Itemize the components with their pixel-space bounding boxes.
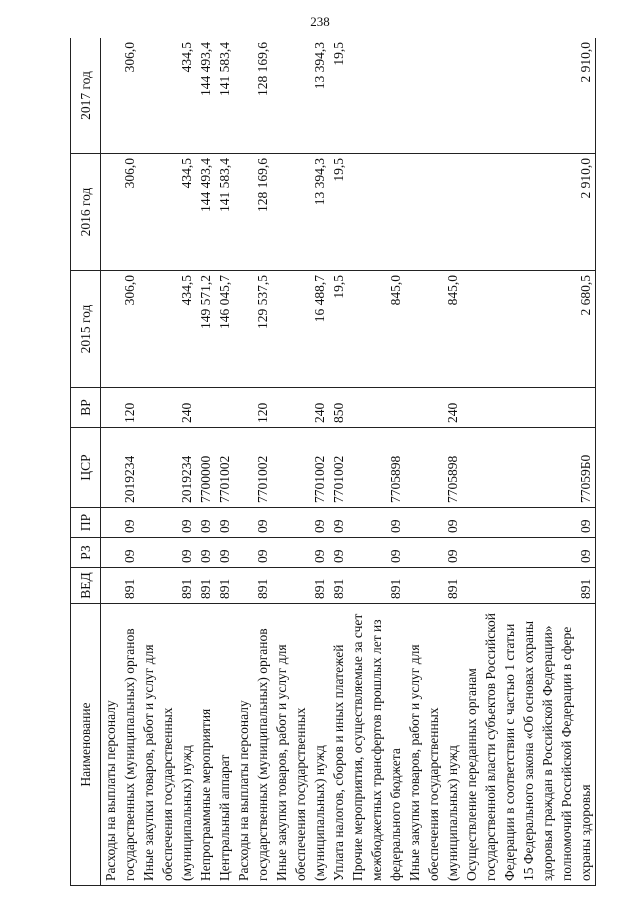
cell-rz: 09: [405, 538, 462, 568]
cell-2017: [405, 38, 462, 154]
table-row: [405, 38, 462, 886]
cell-pr: 09: [215, 508, 234, 538]
cell-ved: 891: [139, 568, 196, 604]
cell-ved: 891: [196, 568, 215, 604]
cell-2016: 128 169,6: [234, 154, 272, 271]
table-row: [215, 38, 234, 886]
rotated-content: [70, 38, 600, 886]
cell-2016: 144 493,4: [196, 154, 215, 271]
cell-2016: [348, 154, 405, 271]
cell-vr: [196, 388, 215, 428]
cell-rz: 09: [462, 538, 596, 568]
cell-vr: 240: [272, 388, 329, 428]
cell-csr: 7701002: [215, 428, 234, 508]
cell-vr: [215, 388, 234, 428]
table-row: [329, 38, 348, 886]
table-row: [139, 38, 196, 886]
cell-vr: 850: [329, 388, 348, 428]
cell-pr: 09: [462, 508, 596, 538]
cell-2017: 13 394,3: [272, 38, 329, 154]
cell-pr: 09: [139, 508, 196, 538]
cell-name: Расходы на выплаты персоналу государственных (муниципальных) органов: [101, 604, 140, 886]
cell-2017: [348, 38, 405, 154]
cell-name: Иные закупки товаров, работ и услуг для обеспечения государственных (муниципальных) нужд: [405, 604, 462, 886]
cell-pr: 09: [348, 508, 405, 538]
cell-pr: 09: [196, 508, 215, 538]
cell-ved: 891: [234, 568, 272, 604]
table-row: [348, 38, 405, 886]
rotated-page-area: [70, 38, 600, 886]
cell-2015: 146 045,7: [215, 271, 234, 388]
header-2015: 2015 год: [71, 271, 101, 388]
cell-2017: 141 583,4: [215, 38, 234, 154]
cell-2016: 13 394,3: [272, 154, 329, 271]
page-number: 238: [310, 14, 330, 29]
cell-vr: 120: [234, 388, 272, 428]
cell-ved: 891: [272, 568, 329, 604]
cell-ved: 891: [329, 568, 348, 604]
cell-2017: 144 493,4: [196, 38, 215, 154]
header-rz: РЗ: [71, 538, 101, 568]
cell-rz: 09: [215, 538, 234, 568]
table-header-row: [71, 38, 101, 886]
cell-ved: 891: [348, 568, 405, 604]
cell-ved: 891: [462, 568, 596, 604]
cell-2017: 2 910,0: [462, 38, 596, 154]
cell-rz: 09: [329, 538, 348, 568]
table-row: [234, 38, 272, 886]
cell-rz: 09: [101, 538, 140, 568]
cell-csr: 2019234: [101, 428, 140, 508]
cell-name: Осуществление переданных органам государственной власти субъектов Российской Федерации в соответствии с частью 1 статьи 15 Федерального закона «Об основах охраны здоровья граждан в Российской Федерации» полномочий Российской Федерации в сфере охраны здоровья: [462, 604, 596, 886]
cell-pr: 09: [234, 508, 272, 538]
cell-name: Уплата налогов, сборов и иных платежей: [329, 604, 348, 886]
cell-csr: 7701002: [329, 428, 348, 508]
header-2016: 2016 год: [71, 154, 101, 271]
cell-2015: 845,0: [348, 271, 405, 388]
table-row: [196, 38, 215, 886]
cell-2017: 19,5: [329, 38, 348, 154]
cell-2015: 16 488,7: [272, 271, 329, 388]
cell-2015: 129 537,5: [234, 271, 272, 388]
cell-name: Иные закупки товаров, работ и услуг для обеспечения государственных (муниципальных) нужд: [272, 604, 329, 886]
cell-2015: 434,5: [139, 271, 196, 388]
table-row: [462, 38, 596, 886]
cell-2015: 845,0: [405, 271, 462, 388]
cell-vr: 120: [101, 388, 140, 428]
table-row: [101, 38, 140, 886]
cell-name: Прочие мероприятия, осуществляемые за счет межбюджетных трансфертов прошлых лет из федерального бюджета: [348, 604, 405, 886]
cell-csr: 7705898: [348, 428, 405, 508]
cell-csr: 7701002: [234, 428, 272, 508]
header-ved: ВЕД: [71, 568, 101, 604]
cell-2015: 306,0: [101, 271, 140, 388]
cell-2015: 2 680,5: [462, 271, 596, 388]
cell-2017: 128 169,6: [234, 38, 272, 154]
header-name: Наименование: [71, 604, 101, 886]
cell-csr: 7700000: [196, 428, 215, 508]
table-body: [101, 38, 596, 886]
cell-pr: 09: [329, 508, 348, 538]
cell-2016: 434,5: [139, 154, 196, 271]
cell-csr: 2019234: [139, 428, 196, 508]
cell-pr: 09: [405, 508, 462, 538]
cell-vr: 240: [405, 388, 462, 428]
cell-rz: 09: [139, 538, 196, 568]
cell-ved: 891: [215, 568, 234, 604]
cell-name: Расходы на выплаты персоналу государственных (муниципальных) органов: [234, 604, 272, 886]
cell-vr: [348, 388, 405, 428]
cell-2016: [405, 154, 462, 271]
cell-ved: 891: [405, 568, 462, 604]
header-vr: ВР: [71, 388, 101, 428]
table-row: [272, 38, 329, 886]
budget-table: [70, 38, 596, 886]
cell-name: Центральный аппарат: [215, 604, 234, 886]
cell-vr: [462, 388, 596, 428]
cell-rz: 09: [272, 538, 329, 568]
cell-ved: 891: [101, 568, 140, 604]
cell-rz: 09: [196, 538, 215, 568]
cell-csr: 77059Б0: [462, 428, 596, 508]
cell-vr: 240: [139, 388, 196, 428]
cell-2016: 19,5: [329, 154, 348, 271]
cell-2016: 141 583,4: [215, 154, 234, 271]
cell-2017: 434,5: [139, 38, 196, 154]
cell-csr: 7705898: [405, 428, 462, 508]
cell-rz: 09: [234, 538, 272, 568]
cell-name: Иные закупки товаров, работ и услуг для обеспечения государственных (муниципальных) нужд: [139, 604, 196, 886]
cell-2017: 306,0: [101, 38, 140, 154]
cell-2015: 19,5: [329, 271, 348, 388]
cell-pr: 09: [101, 508, 140, 538]
cell-csr: 7701002: [272, 428, 329, 508]
cell-2016: 2 910,0: [462, 154, 596, 271]
header-csr: ЦСР: [71, 428, 101, 508]
cell-rz: 09: [348, 538, 405, 568]
cell-name: Непрограммные мероприятия: [196, 604, 215, 886]
header-2017: 2017 год: [71, 38, 101, 154]
header-pr: ПР: [71, 508, 101, 538]
cell-2015: 149 571,2: [196, 271, 215, 388]
cell-2016: 306,0: [101, 154, 140, 271]
cell-pr: 09: [272, 508, 329, 538]
